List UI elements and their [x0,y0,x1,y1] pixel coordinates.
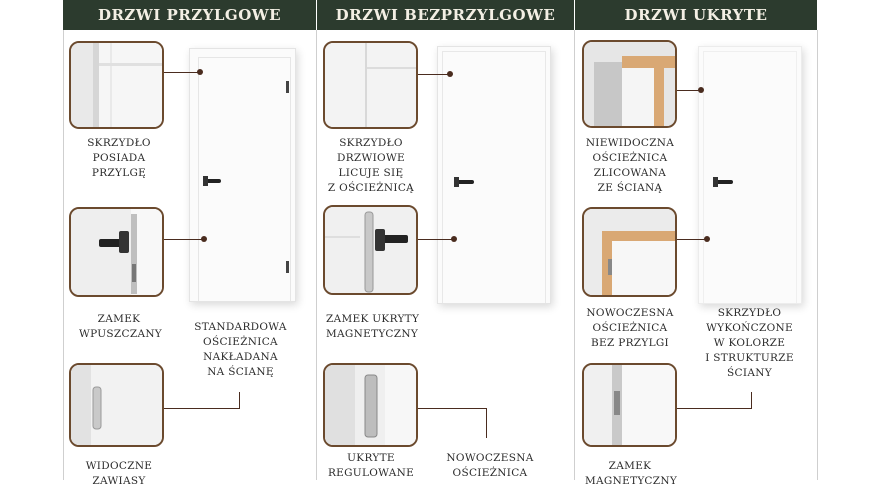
leader-line [486,408,487,438]
door-rose [454,177,459,187]
leader-line [164,72,200,73]
leader-dot [704,236,710,242]
leader-line [677,239,707,240]
caption-visible-hinges: WIDOCZNE ZAWIASY [85,460,153,487]
lock-image [71,209,164,297]
leader-line [164,408,240,409]
caption-flush-door: SKRZYDŁO DRZWIOWE LICUJE SIĘ Z OŚCIEŻNICĄ [327,137,415,194]
leader-line [164,239,204,240]
leader-line [239,392,240,409]
leader-line [677,408,752,409]
door-rose [713,177,718,187]
invisible-frame-image [584,42,677,128]
hinge-icon [286,81,289,93]
hinge-image [71,365,164,447]
hidden-hinge-image [325,365,418,447]
thumb-modern-frame [582,207,677,297]
column-divider [63,30,64,480]
door-edge-image [71,43,164,129]
magnetic-lock-hidden-image [584,365,677,447]
thumb-door-rebate [69,41,164,129]
caption-invisible-frame: NIEWIDOCZNA OŚCIEŻNICA ZLICOWANA ZE ŚCIANĄ [585,137,675,194]
caption-wall-finished-leaf: SKRZYDŁO WYKOŃCZONE W KOLORZE I STRUKTURZE ŚCIANY [705,307,794,379]
caption-hidden-hinges: UKRYTE REGULOWANE [327,452,415,479]
header-drzwi-bezprzylgowe: DRZWI BEZPRZYLGOWE [317,0,574,30]
door-rose [203,176,208,186]
column-divider [316,30,317,480]
flush-edge-image [325,43,418,129]
leader-line [418,74,450,75]
modern-frame-image [584,209,677,297]
leader-dot [197,69,203,75]
magnetic-lock-image [325,207,418,295]
door-ukryte [698,46,802,304]
thumb-invisible-frame [582,40,677,128]
thumb-magnetic-lock [323,205,418,295]
column-divider [817,30,818,480]
thumb-hidden-hinges [323,363,418,447]
thumb-magnetic-lock-hidden [582,363,677,447]
header-drzwi-ukryte: DRZWI UKRYTE [575,0,817,30]
leader-dot [698,87,704,93]
header-drzwi-przylgowe: DRZWI PRZYLGOWE [63,0,316,30]
leader-dot [201,236,207,242]
leader-line [751,392,752,409]
leader-dot [447,71,453,77]
caption-modern-frame: NOWOCZESNA OŚCIEŻNICA [446,452,534,479]
caption-modern-frame-no-rebate: NOWOCZESNA OŚCIEŻNICA BEZ PRZYLGI [586,307,674,349]
column-divider [574,30,575,480]
thumb-flush-door [323,41,418,129]
leader-line [418,408,487,409]
caption-mortise-lock: ZAMEK WPUSZCZANY [79,313,163,340]
caption-magnetic-lock-hidden: ZAMEK MAGNETYCZNY [585,460,678,487]
hinge-icon [286,261,289,273]
caption-magnetic-lock: ZAMEK UKRYTY MAGNETYCZNY [326,313,420,340]
leader-dot [451,236,457,242]
door-bezprzylgowe [437,46,551,304]
leader-line [418,239,454,240]
door-przylgowe [189,48,296,302]
caption-rebate: SKRZYDŁO POSIADA PRZYLGĘ [87,137,151,179]
thumb-visible-hinges [69,363,164,447]
thumb-mortise-lock [69,207,164,297]
caption-standard-frame: STANDARDOWA OŚCIEŻNICA NAKŁADANA NA ŚCIANĘ [194,321,287,378]
